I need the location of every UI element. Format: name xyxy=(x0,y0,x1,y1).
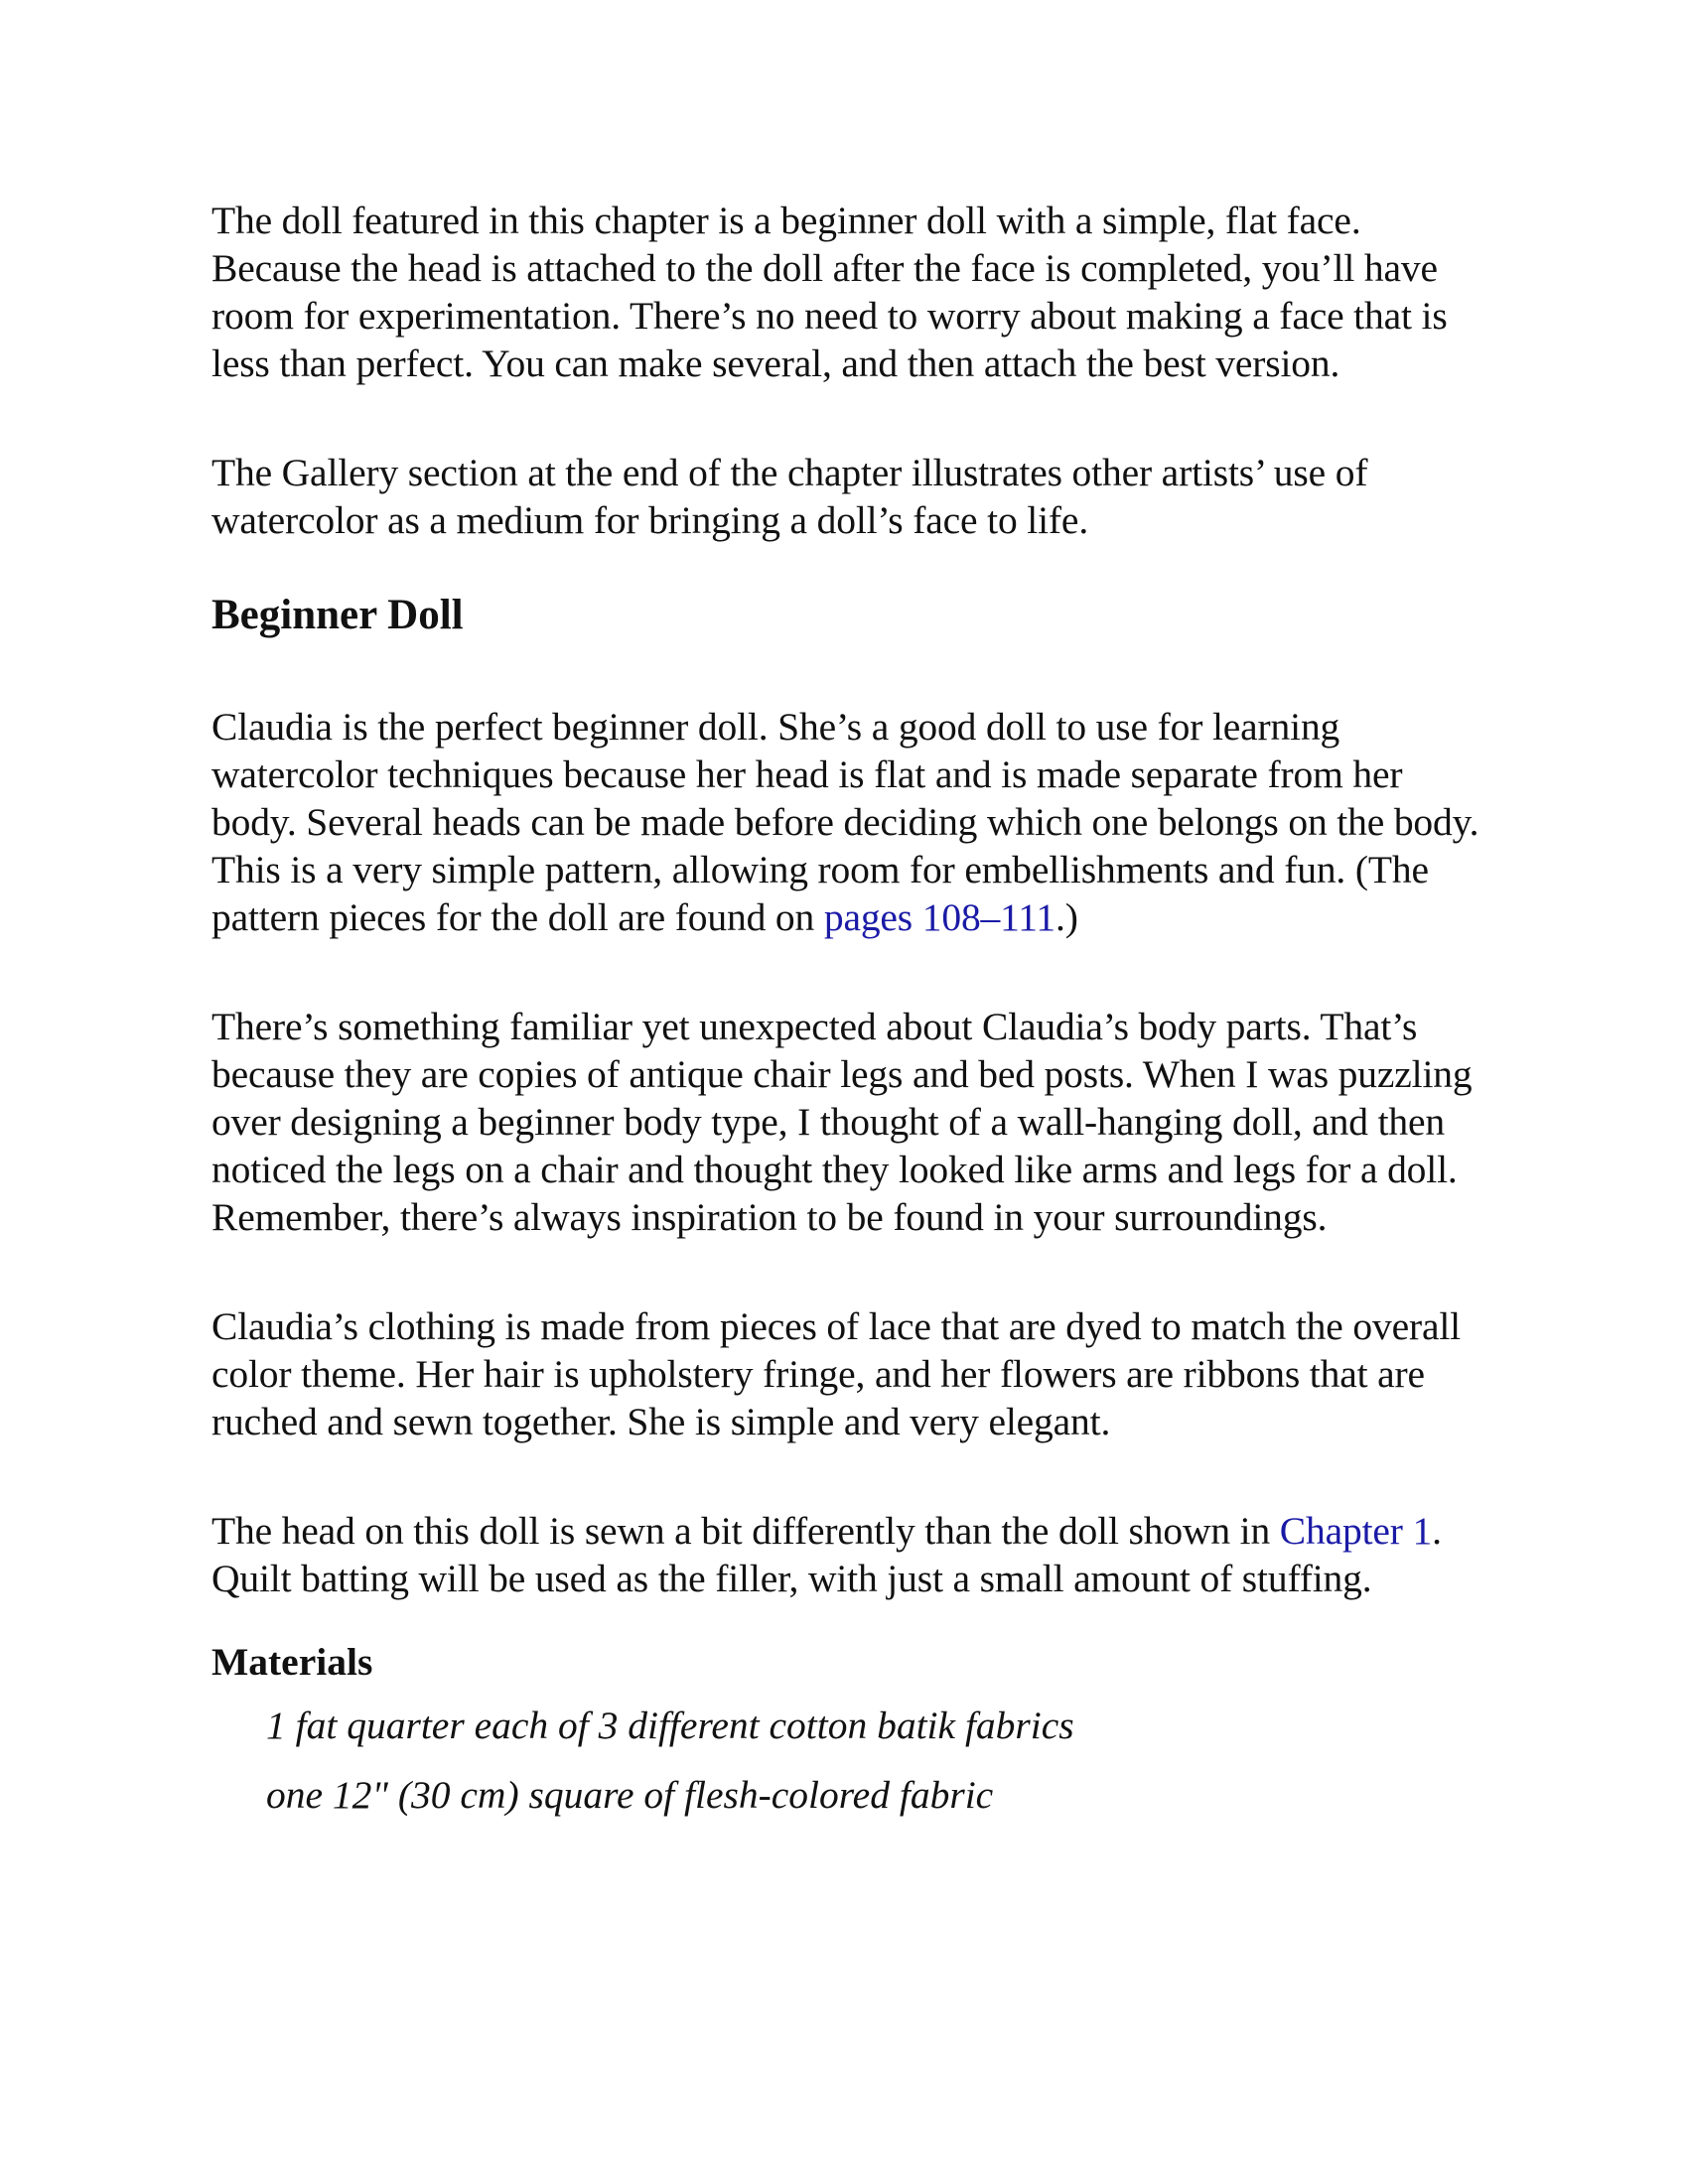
intro-paragraph-2: The Gallery section at the end of the chapter illustrates other artists’ use of watercolor as a medium for bringing a doll’s face to life. xyxy=(211,451,1368,542)
materials-list xyxy=(211,1702,1492,1819)
chapter-1-link[interactable]: Chapter 1 xyxy=(1279,1509,1433,1553)
paragraph-clothing: Claudia’s clothing is made from pieces of lace that are dyed to match the overall color theme. Her hair is upholstery fringe, and her flowers are ribbons that are ruched and sewn together. She is simple and very elegant. xyxy=(211,1304,1461,1443)
paragraph-text: Claudia is the perfect beginner doll. She’s a good doll to use for learning watercolor techniques because her head is flat and is made separate from her body. Several heads can be made before deciding which one belongs on the body. This is a very simple pattern, allowing room for embellishments and fun. (The pattern pieces for the doll are found on xyxy=(211,705,1479,939)
paragraph-text: .) xyxy=(1055,895,1078,939)
paragraph-body-parts: There’s something familiar yet unexpected about Claudia’s body parts. That’s because they are copies of antique chair legs and bed posts. When I was puzzling over designing a beginner body type, I thought of a wall-hanging doll, and then noticed the legs on a chair and thought they looked like arms and legs for a doll. Remember, there’s always inspiration to be found in your surroundings. xyxy=(211,1005,1473,1239)
section-heading-beginner-doll: Beginner Doll xyxy=(211,592,464,638)
materials-heading: Materials xyxy=(211,1640,373,1684)
intro-paragraph-1: The doll featured in this chapter is a beginner doll with a simple, flat face. Because the head is attached to the doll after the face is completed, you’ll have room for experimentation. There’s no need to worry about making a face that is less than perfect. You can make several, and then attach the best version. xyxy=(211,199,1448,385)
paragraph-text: . Quilt batting will be used as the filler, with just a small amount of stuffing. xyxy=(211,1509,1442,1600)
paragraph-head-sewing xyxy=(211,1507,1492,1602)
pattern-pages-link[interactable]: pages 108–111 xyxy=(823,895,1056,939)
document-page xyxy=(211,197,1492,1841)
paragraph-text: The head on this doll is sewn a bit differently than the doll shown in xyxy=(211,1509,1280,1553)
materials-item: one 12" (30 cm) square of flesh-colored fabric xyxy=(266,1773,994,1817)
materials-item: 1 fat quarter each of 3 different cotton batik fabrics xyxy=(266,1704,1074,1747)
paragraph-claudia-intro xyxy=(211,703,1492,941)
